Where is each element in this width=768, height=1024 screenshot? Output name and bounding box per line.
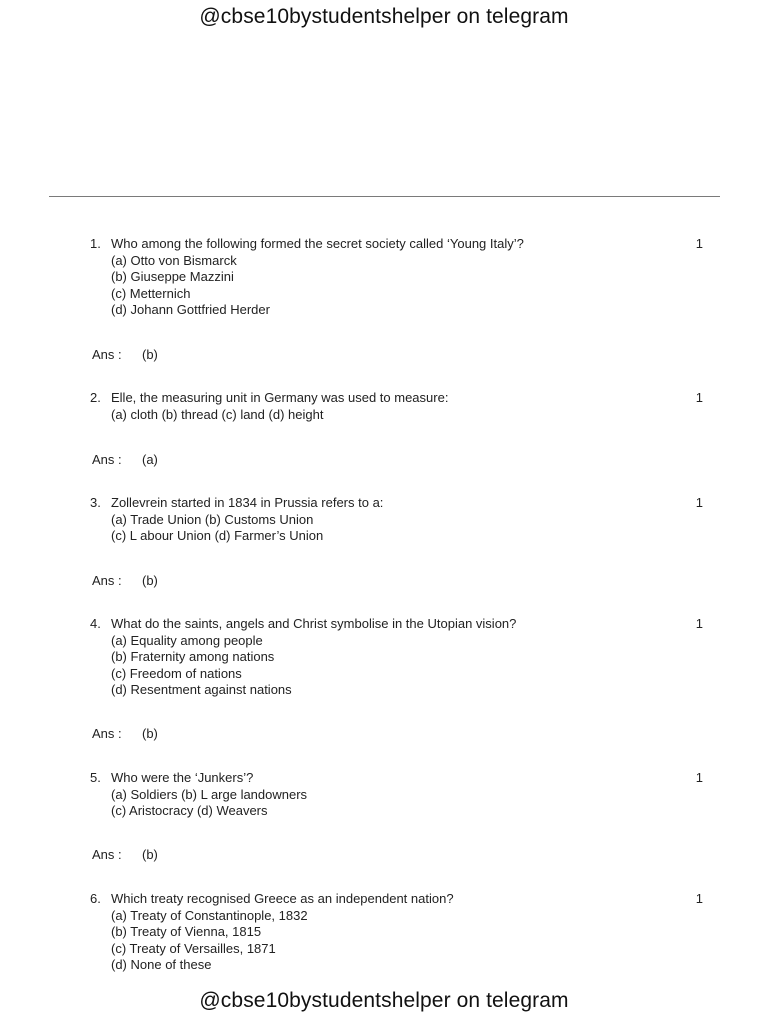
question-number: 2. [90, 390, 101, 405]
answer-value: (b) [142, 726, 158, 741]
question-option: (b) Giuseppe Mazzini [111, 269, 234, 285]
question-option: (a) Soldiers (b) L arge landowners [111, 786, 308, 802]
answer-1 [92, 347, 158, 363]
question-marks: 1 [695, 495, 703, 510]
question-marks: 1 [695, 236, 703, 251]
question-2 [90, 390, 705, 423]
answer-4 [92, 726, 158, 742]
question-option: (c) Aristocracy (d) Weavers [111, 803, 268, 819]
question-text: What do the saints, angels and Christ symbolise in the Utopian vision? [111, 616, 517, 631]
answer-label: Ans : [92, 573, 122, 588]
question-text: Which treaty recognised Greece as an independent nation? [111, 891, 454, 906]
question-number: 1. [90, 236, 101, 251]
question-marks: 1 [695, 770, 703, 785]
question-marks: 1 [695, 891, 703, 906]
question-option: (b) Treaty of Vienna, 1815 [111, 924, 262, 940]
question-marks: 1 [695, 390, 703, 405]
question-option: (d) Resentment against nations [111, 682, 292, 698]
question-number: 5. [90, 770, 101, 785]
question-text: Elle, the measuring unit in Germany was used to measure: [111, 390, 449, 405]
question-text: Who were the ‘Junkers’? [111, 770, 254, 785]
answer-value: (b) [142, 847, 158, 862]
answer-label: Ans : [92, 726, 122, 741]
question-number: 4. [90, 616, 101, 631]
answer-value: (b) [142, 347, 158, 362]
question-4 [90, 616, 705, 699]
question-option: (a) Equality among people [111, 632, 263, 648]
answer-label: Ans : [92, 452, 122, 467]
question-marks: 1 [695, 616, 703, 631]
question-1 [90, 236, 705, 319]
question-option: (d) Johann Gottfried Herder [111, 302, 270, 318]
divider-line [49, 196, 720, 197]
question-option: (c) Treaty of Versailles, 1871 [111, 940, 276, 956]
question-option: (a) Trade Union (b) Customs Union [111, 511, 314, 527]
question-option: (d) None of these [111, 957, 212, 973]
answer-value: (a) [142, 452, 158, 467]
question-3 [90, 495, 705, 545]
question-option: (a) Treaty of Constantinople, 1832 [111, 907, 308, 923]
question-option: (a) cloth (b) thread (c) land (d) height [111, 406, 324, 422]
question-option: (b) Fraternity among nations [111, 649, 275, 665]
question-option: (a) Otto von Bismarck [111, 252, 237, 268]
question-number: 3. [90, 495, 101, 510]
question-text: Who among the following formed the secret society called ‘Young Italy’? [111, 236, 524, 251]
question-5 [90, 770, 705, 820]
answer-5 [92, 847, 158, 863]
question-number: 6. [90, 891, 101, 906]
question-option: (c) Freedom of nations [111, 665, 242, 681]
footer-banner: @cbse10bystudentshelper on telegram [199, 989, 569, 1012]
question-option: (c) Metternich [111, 285, 191, 301]
answer-2 [92, 452, 158, 468]
answer-label: Ans : [92, 347, 122, 362]
header-banner: @cbse10bystudentshelper on telegram [199, 5, 569, 28]
answer-label: Ans : [92, 847, 122, 862]
question-text: Zollevrein started in 1834 in Prussia refers to a: [111, 495, 384, 510]
answer-value: (b) [142, 573, 158, 588]
question-6 [90, 891, 705, 974]
answer-3 [92, 573, 158, 589]
question-option: (c) L abour Union (d) Farmer’s Union [111, 528, 324, 544]
